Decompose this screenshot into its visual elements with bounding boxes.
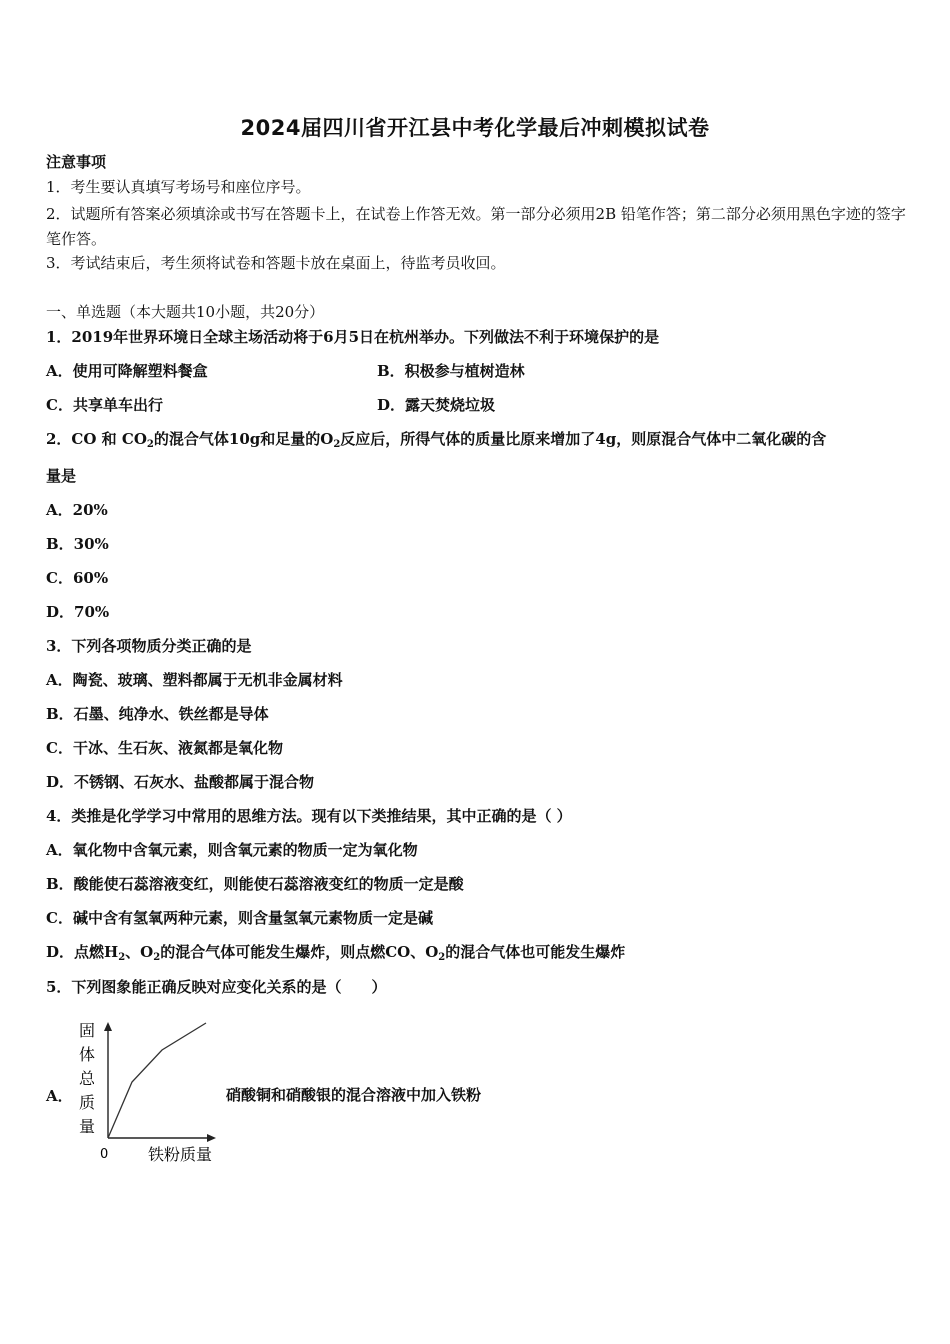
q2-option-b: B．30% [46, 535, 109, 553]
q5-option-a-caption: 硝酸铜和硝酸银的混合溶液中加入铁粉 [226, 1086, 482, 1104]
q4-option-a: A．氧化物中含氧元素，则含氧元素的物质一定为氧化物 [46, 841, 418, 859]
q3-option-b: B．石墨、纯净水、铁丝都是导体 [46, 705, 269, 723]
question-3-stem: 3．下列各项物质分类正确的是 [46, 637, 252, 655]
exam-title: 2024届四川省开江县中考化学最后冲刺模拟试卷 [240, 116, 710, 140]
q3-option-a: A．陶瓷、玻璃、塑料都属于无机非金属材料 [46, 671, 343, 689]
question-2-stem: 2．CO 和 $CO_2$的混合气体10g和足量的$O_2$反应后，所得气体的质量比原来增加了4g，则原混合气体中二氧化碳的含 [46, 430, 827, 450]
graph-origin-label: 0 [100, 1147, 109, 1162]
q1-option-c: C．共享单车出行 [46, 396, 163, 414]
q3-option-c: C．干冰、生石灰、液氮都是氧化物 [46, 739, 283, 757]
graph-curve [108, 1023, 206, 1138]
q1-option-d: D．露天焚烧垃圾 [377, 396, 496, 414]
question-4-stem: 4．类推是化学学习中常用的思维方法。现有以下类推结果，其中正确的是（ ） [46, 807, 572, 825]
graph-xlabel: 铁粉质量 [148, 1145, 213, 1164]
graph-ylabel-char: 质 [79, 1093, 96, 1112]
q5-option-a-label: A． [46, 1087, 73, 1105]
question-1-stem: 1．2019年世界环境日全球主场活动将于6月5日在杭州举办。下列做法不利于环境保护的是 [46, 328, 660, 346]
q4-option-c: C．碱中含有氢氧两种元素，则含量氢氧元素物质一定是碱 [46, 909, 433, 927]
graph-ylabel-char: 固 [79, 1021, 96, 1040]
graph-y-arrow [104, 1022, 112, 1031]
section-heading: 一、单选题（本大题共10小题，共20分） [46, 303, 325, 321]
notice-item-1: 1．考生要认真填写考场号和座位序号。 [46, 178, 311, 196]
q2-option-a: A．20% [46, 501, 108, 519]
question-2-stem-cont: 量是 [46, 467, 77, 485]
q3-option-d: D．不锈钢、石灰水、盐酸都属于混合物 [46, 773, 315, 791]
notice-item-3: 3．考试结束后，考生须将试卷和答题卡放在桌面上，待监考员收回。 [46, 254, 506, 272]
notice-item-2: 2．试题所有答案必须填涂或书写在答题卡上，在试卷上作答无效。第一部分必须用2B 铅笔作答；第二部分必须用黑色字迹的签字笔作答。 [46, 205, 906, 248]
q2-option-d: D．70% [46, 603, 110, 621]
q2-option-c: C．60% [46, 569, 109, 587]
graph-ylabel-char: 总 [79, 1069, 96, 1088]
q4-option-d: D．点燃$H_2$、$O_2$的混合气体可能发生爆炸，则点燃CO、$O_2$的混合气体也可能发生爆炸 [46, 943, 626, 963]
question-5-stem: 5．下列图象能正确反映对应变化关系的是（ ） [46, 978, 387, 996]
question-1-options-row2 [46, 395, 906, 415]
notice-heading: 注意事项 [46, 153, 107, 171]
q1-option-b: B．积极参与植树造林 [377, 362, 525, 380]
q4-option-b: B．酸能使石蕊溶液变红，则能使石蕊溶液变红的物质一定是酸 [46, 875, 464, 893]
q5-option-a-graph [70, 1018, 230, 1168]
graph-x-arrow [207, 1134, 216, 1142]
graph-ylabel-char: 量 [79, 1117, 96, 1136]
graph-ylabel-char: 体 [79, 1045, 96, 1064]
question-1-options-row1 [46, 361, 906, 381]
q1-option-a: A．使用可降解塑料餐盒 [46, 362, 208, 380]
